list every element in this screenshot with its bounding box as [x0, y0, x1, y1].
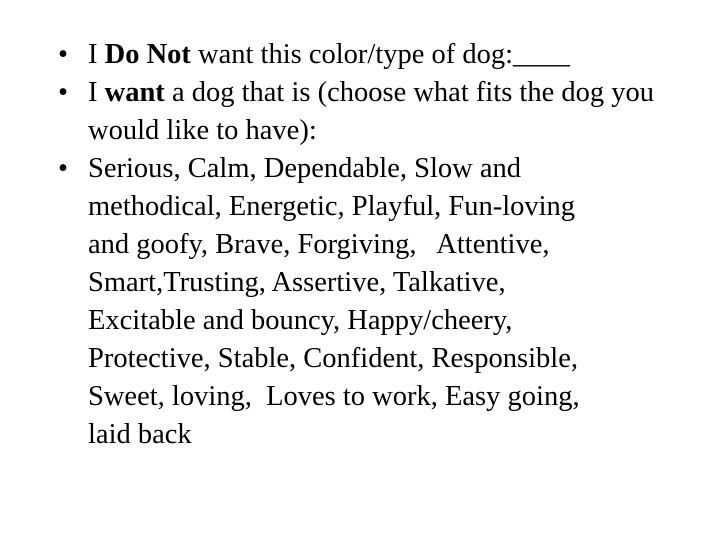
bullet-traits — [58, 150, 698, 454]
bullet-marker: • — [58, 39, 68, 70]
bullet-text-post: a dog that is (choose what fits the dog you would like to have): — [88, 77, 662, 146]
bullet-text-pre: I — [88, 77, 105, 108]
bullet-text-bold: want — [104, 77, 165, 108]
bullet-text-bold: Do Not — [104, 39, 191, 70]
bullet-list — [58, 36, 698, 454]
trait-line: Protective, Stable, Confident, Responsible, — [88, 343, 578, 374]
trait-line: methodical, Energetic, Playful, Fun-loving — [88, 191, 576, 222]
bullet-text-post: want this color/type of dog:____ — [190, 39, 571, 70]
trait-line: and goofy, Brave, Forgiving, Attentive, — [88, 229, 550, 260]
bullet-marker: • — [58, 77, 68, 108]
trait-line: Serious, Calm, Dependable, Slow and — [88, 153, 521, 184]
bullet-marker: • — [58, 153, 68, 184]
trait-line: laid back — [88, 419, 192, 450]
bullet-do-not-want — [58, 36, 698, 74]
trait-line: Sweet, loving, Loves to work, Easy going, — [88, 381, 580, 412]
bullet-text-pre: I — [88, 39, 105, 70]
bullet-want — [58, 74, 698, 150]
trait-line: Smart,Trusting, Assertive, Talkative, — [88, 267, 506, 298]
trait-line: Excitable and bouncy, Happy/cheery, — [88, 305, 513, 336]
